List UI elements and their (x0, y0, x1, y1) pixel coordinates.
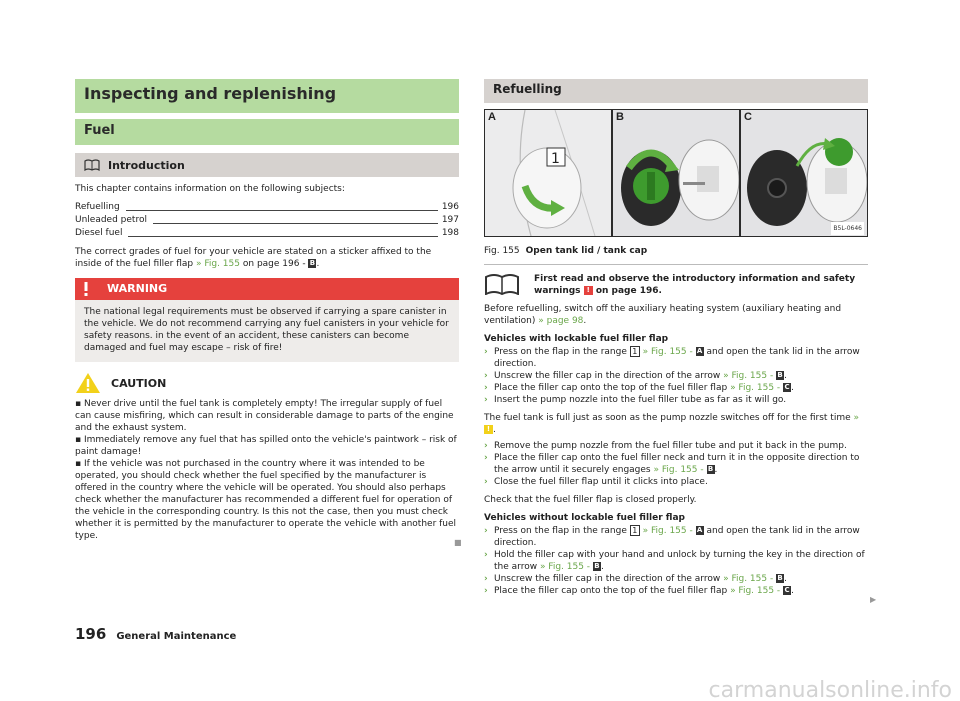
fig-link[interactable]: » Fig. 155 - (642, 526, 693, 536)
letter-badge: C (784, 383, 790, 391)
filler-cap-illustration (613, 110, 739, 236)
letter-badge: B (707, 465, 714, 473)
letter-badge: B (777, 574, 783, 582)
toc-label: Unleaded petrol (75, 215, 147, 225)
grades-text-2: on page 196 - (242, 259, 306, 269)
intro-heading (75, 153, 459, 177)
letter-badge: B (594, 562, 600, 570)
step-item: › Press on the flap in the range 1 » Fig. 155 - A and open the tank lid in the arrow direction. (484, 525, 868, 549)
warning-title: WARNING (97, 278, 459, 300)
step-item: › Press on the flap in the range 1 » Fig. 155 - A and open the tank lid in the arrow direction. (484, 346, 868, 370)
toc-page: 198 (441, 228, 459, 238)
caution-icon (75, 372, 101, 394)
book-icon (484, 273, 520, 295)
step-item: › Unscrew the filler cap in the direction of the arrow » Fig. 155 - B. (484, 370, 868, 382)
warning-text: The national legal requirements must be observed if carrying a spare canister in the vehicle. We do not recommend carrying any fuel canisters in your vehicle for safety reasons. in the event of an accident, these canisters can become damaged and fuel may escape – risk of fire! (84, 307, 449, 353)
caution-title: CAUTION (111, 376, 167, 390)
step-item: › Place the filler cap onto the top of the fuel filler flap » Fig. 155 - C. (484, 585, 868, 597)
caution-mini-icon: ! (484, 425, 493, 434)
toc-page: 196 (441, 202, 459, 212)
letter-badge: B (777, 371, 783, 379)
toc-row[interactable] (75, 201, 459, 214)
figure-panel-a (485, 110, 611, 236)
grades-text: The correct grades of fuel for your vehicle are stated on a sticker affixed to the inside of the fuel filler flap (75, 247, 432, 269)
grades-paragraph: The correct grades of fuel for your vehicle are stated on a sticker affixed to the inside of the fuel filler flap » Fig. 155 on page 196 - B. (75, 247, 432, 269)
full-paragraph: The fuel tank is full just as soon as the pump nozzle switches off for the first time » ! . (484, 413, 860, 435)
section-title: Inspecting and replenishing (75, 79, 459, 113)
caution-item: ▪ If the vehicle was not purchased in the country where it was intended to be operated, you should check whether the fuel specified by the manufacturer is offered in the country where the vehicle will be operated. You should also perhaps check whether the manufacturer has recommended a different fuel for operation of the vehicle in the corresponding country. Is this not the case, then you must check whether it is permitted by the manufacturer to operate the vehicle with another fuel type. (75, 459, 457, 541)
step-item: › Remove the pump nozzle from the fuel filler tube and put it back in the pump. (484, 440, 868, 452)
callout-number: 1 (630, 525, 640, 536)
step-item: › Hold the filler cap with your hand and unlock by turning the key in the direction of the arrow » Fig. 155 - B. (484, 549, 868, 573)
figure-caption-text: Open tank lid / tank cap (525, 246, 648, 256)
figure-code: B5L-0646 (831, 222, 864, 235)
book-icon (84, 159, 100, 171)
intro-note (484, 273, 868, 297)
step-item: › Unscrew the filler cap in the direction of the arrow » Fig. 155 - B. (484, 573, 868, 585)
intro-note-text: First read and observe the introductory information and safety warnings ! on page 196. (534, 274, 856, 296)
figure-caption (484, 245, 868, 265)
panel-label: A (488, 111, 496, 123)
fig-link[interactable]: » Fig. 155 - (730, 383, 781, 393)
nonlock-title: Vehicles without lockable fuel filler flap (484, 513, 685, 523)
toc (75, 201, 459, 240)
panel-label: C (744, 111, 752, 123)
right-column (484, 79, 868, 597)
intro-text: This chapter contains information on the following subjects: (75, 184, 345, 194)
callout-number: 1 (630, 346, 640, 357)
sub-title: Fuel (75, 119, 459, 145)
fig-link[interactable]: » Fig. 155 - (723, 371, 774, 381)
warning-icon (75, 278, 97, 300)
continue-arrow-icon: ▶ (870, 595, 877, 604)
fig-link[interactable]: » Fig. 155 - (539, 562, 591, 572)
svg-text:1: 1 (551, 151, 560, 167)
toc-row[interactable] (75, 214, 459, 227)
step-item: › Place the filler cap onto the top of the fuel filler flap » Fig. 155 - C. (484, 382, 868, 394)
caution-list (75, 398, 459, 542)
page-number: 196 (75, 625, 107, 643)
before-paragraph: Before refuelling, switch off the auxiliary heating system (auxiliary heating and ventilation) » page 98. (484, 304, 842, 326)
toc-page: 197 (441, 215, 459, 225)
figure-155 (484, 109, 868, 237)
fig-link[interactable]: » Fig. 155 - (642, 347, 693, 357)
letter-badge: C (784, 586, 790, 594)
figure-panel-c (741, 110, 867, 236)
caution-link[interactable]: » (853, 413, 860, 423)
page-link[interactable]: » page 98 (538, 316, 584, 326)
toc-label: Refuelling (75, 202, 120, 212)
letter-badge: A (696, 526, 703, 534)
fig-link[interactable]: » Fig. 155 - (653, 465, 704, 475)
figure-number: Fig. 155 (484, 246, 520, 256)
letter-badge: A (696, 347, 703, 355)
fig-link[interactable]: » Fig. 155 - (730, 586, 781, 596)
caution-item: ▪ Never drive until the fuel tank is completely empty! The irregular supply of fuel can cause misfiring, which can result in considerable damage to parts of the engine and the exhaust system. (75, 399, 454, 433)
fig-link[interactable]: » Fig. 155 (195, 259, 240, 269)
before-text: Before refuelling, switch off the auxiliary heating system (auxiliary heating and ventilation) (484, 304, 842, 326)
fig-link[interactable]: » Fig. 155 - (723, 574, 774, 584)
footer-section: General Maintenance (116, 631, 237, 642)
lockable-title: Vehicles with lockable fuel filler flap (484, 334, 669, 344)
step-item: › Insert the pump nozzle into the fuel filler tube as far as it will go. (484, 394, 868, 406)
toc-row[interactable] (75, 227, 459, 240)
figure-panel-b (613, 110, 739, 236)
page-footer (75, 625, 237, 643)
toc-label: Diesel fuel (75, 228, 123, 238)
caution-header (75, 372, 459, 394)
step-item: › Place the filler cap onto the fuel filler neck and turn it in the opposite direction to the arrow until it securely engages » Fig. 155 - B. (484, 452, 868, 476)
panel-label: B (616, 111, 624, 123)
cap-on-flap-illustration (741, 110, 867, 236)
left-column (75, 79, 459, 542)
tank-lid-closed-illustration (485, 110, 611, 236)
check-text: Check that the fuel filler flap is closed properly. (484, 495, 697, 505)
intro-title: Introduction (108, 158, 185, 172)
watermark: carmanualsonline.info (708, 678, 952, 701)
warning-box (75, 278, 459, 362)
warning-mini-icon: ! (584, 286, 593, 295)
caution-item: ▪ Immediately remove any fuel that has spilled onto the vehicle's paintwork – risk of paint damage! (75, 435, 457, 457)
warning-header (75, 278, 459, 300)
refuelling-title: Refuelling (484, 79, 868, 103)
end-mark-icon: ■ (454, 538, 462, 547)
step-item: › Close the fuel filler flap until it clicks into place. (484, 476, 868, 488)
letter-badge: B (309, 259, 316, 267)
